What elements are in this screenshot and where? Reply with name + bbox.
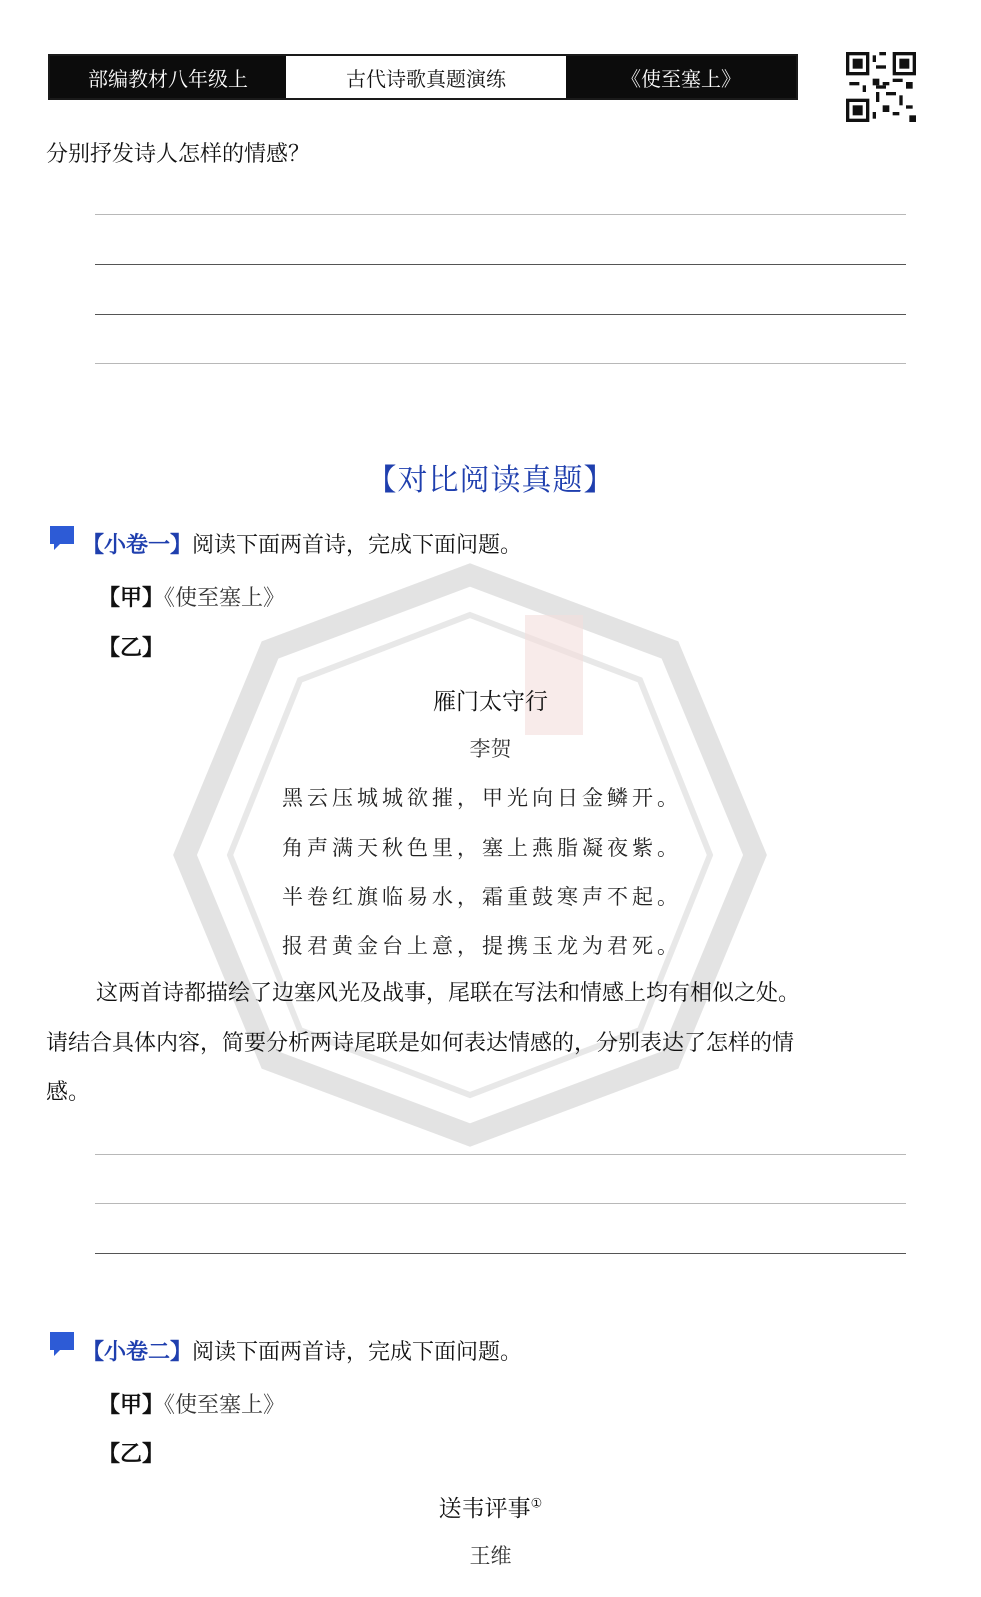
paper2-jia <box>98 1391 285 1421</box>
paper1-jia <box>98 584 285 614</box>
qr-code-icon <box>846 52 916 122</box>
jia-title: 《使至塞上》 <box>164 1393 286 1418</box>
poem-title: 雁门太守行 <box>433 689 548 715</box>
section-title: 【对比阅读真题】 <box>366 463 615 498</box>
speech-bubble-icon <box>47 523 77 553</box>
yi-label: 【乙】 <box>98 1442 165 1467</box>
paper1-instruction: 阅读下面两首诗，完成下面问题。 <box>192 533 523 558</box>
header-bar <box>48 54 798 100</box>
previous-question-tail: 分别抒发诗人怎样的情感？ <box>46 142 311 167</box>
answer-line <box>95 1203 906 1204</box>
paper1-heading <box>82 531 522 561</box>
paper1-question-line: 感。 <box>46 1080 91 1105</box>
header-topic: 古代诗歌真题演练 <box>286 56 566 98</box>
poem-line: 黑云压城城欲摧，甲光向日金鳞开。 <box>282 786 682 810</box>
jia-title: 《使至塞上》 <box>164 586 286 611</box>
jia-label: 【甲】 <box>98 1393 165 1418</box>
answer-line <box>95 1154 906 1155</box>
answer-line <box>95 214 906 215</box>
paper2-instruction: 阅读下面两首诗，完成下面问题。 <box>192 1340 523 1365</box>
paper1-question-line: 这两首诗都描绘了边塞风光及战事，尾联在写法和情感上均有相似之处。 <box>96 981 801 1006</box>
poem-line: 半卷红旗临易水，霜重鼓寒声不起。 <box>282 885 682 909</box>
poem-title-text: 送韦评事 <box>438 1496 531 1522</box>
paper2-tag: 【小卷二】 <box>82 1340 193 1365</box>
poem-author: 李贺 <box>469 737 512 761</box>
paper1-tag: 【小卷一】 <box>82 533 193 558</box>
yi-label: 【乙】 <box>98 636 165 661</box>
poem-line: 角声满天秋色里，塞上燕脂凝夜紫。 <box>282 836 682 860</box>
answer-line <box>95 1253 906 1254</box>
footnote-marker: ① <box>530 1496 543 1512</box>
poem-line: 报君黄金台上意，提携玉龙为君死。 <box>282 934 682 958</box>
paper2-heading <box>82 1338 522 1368</box>
poem-title <box>0 1490 981 1523</box>
header-grade: 部编教材八年级上 <box>50 56 286 98</box>
speech-bubble-icon <box>47 1329 77 1359</box>
answer-line <box>95 314 906 315</box>
answer-line <box>95 363 906 364</box>
answer-line <box>95 264 906 265</box>
header-lesson: 《使至塞上》 <box>566 56 796 98</box>
poem-author: 王维 <box>469 1544 512 1568</box>
jia-label: 【甲】 <box>98 586 165 611</box>
paper1-question-line: 请结合具体内容，简要分析两诗尾联是如何表达情感的，分别表达了怎样的情 <box>46 1031 795 1056</box>
